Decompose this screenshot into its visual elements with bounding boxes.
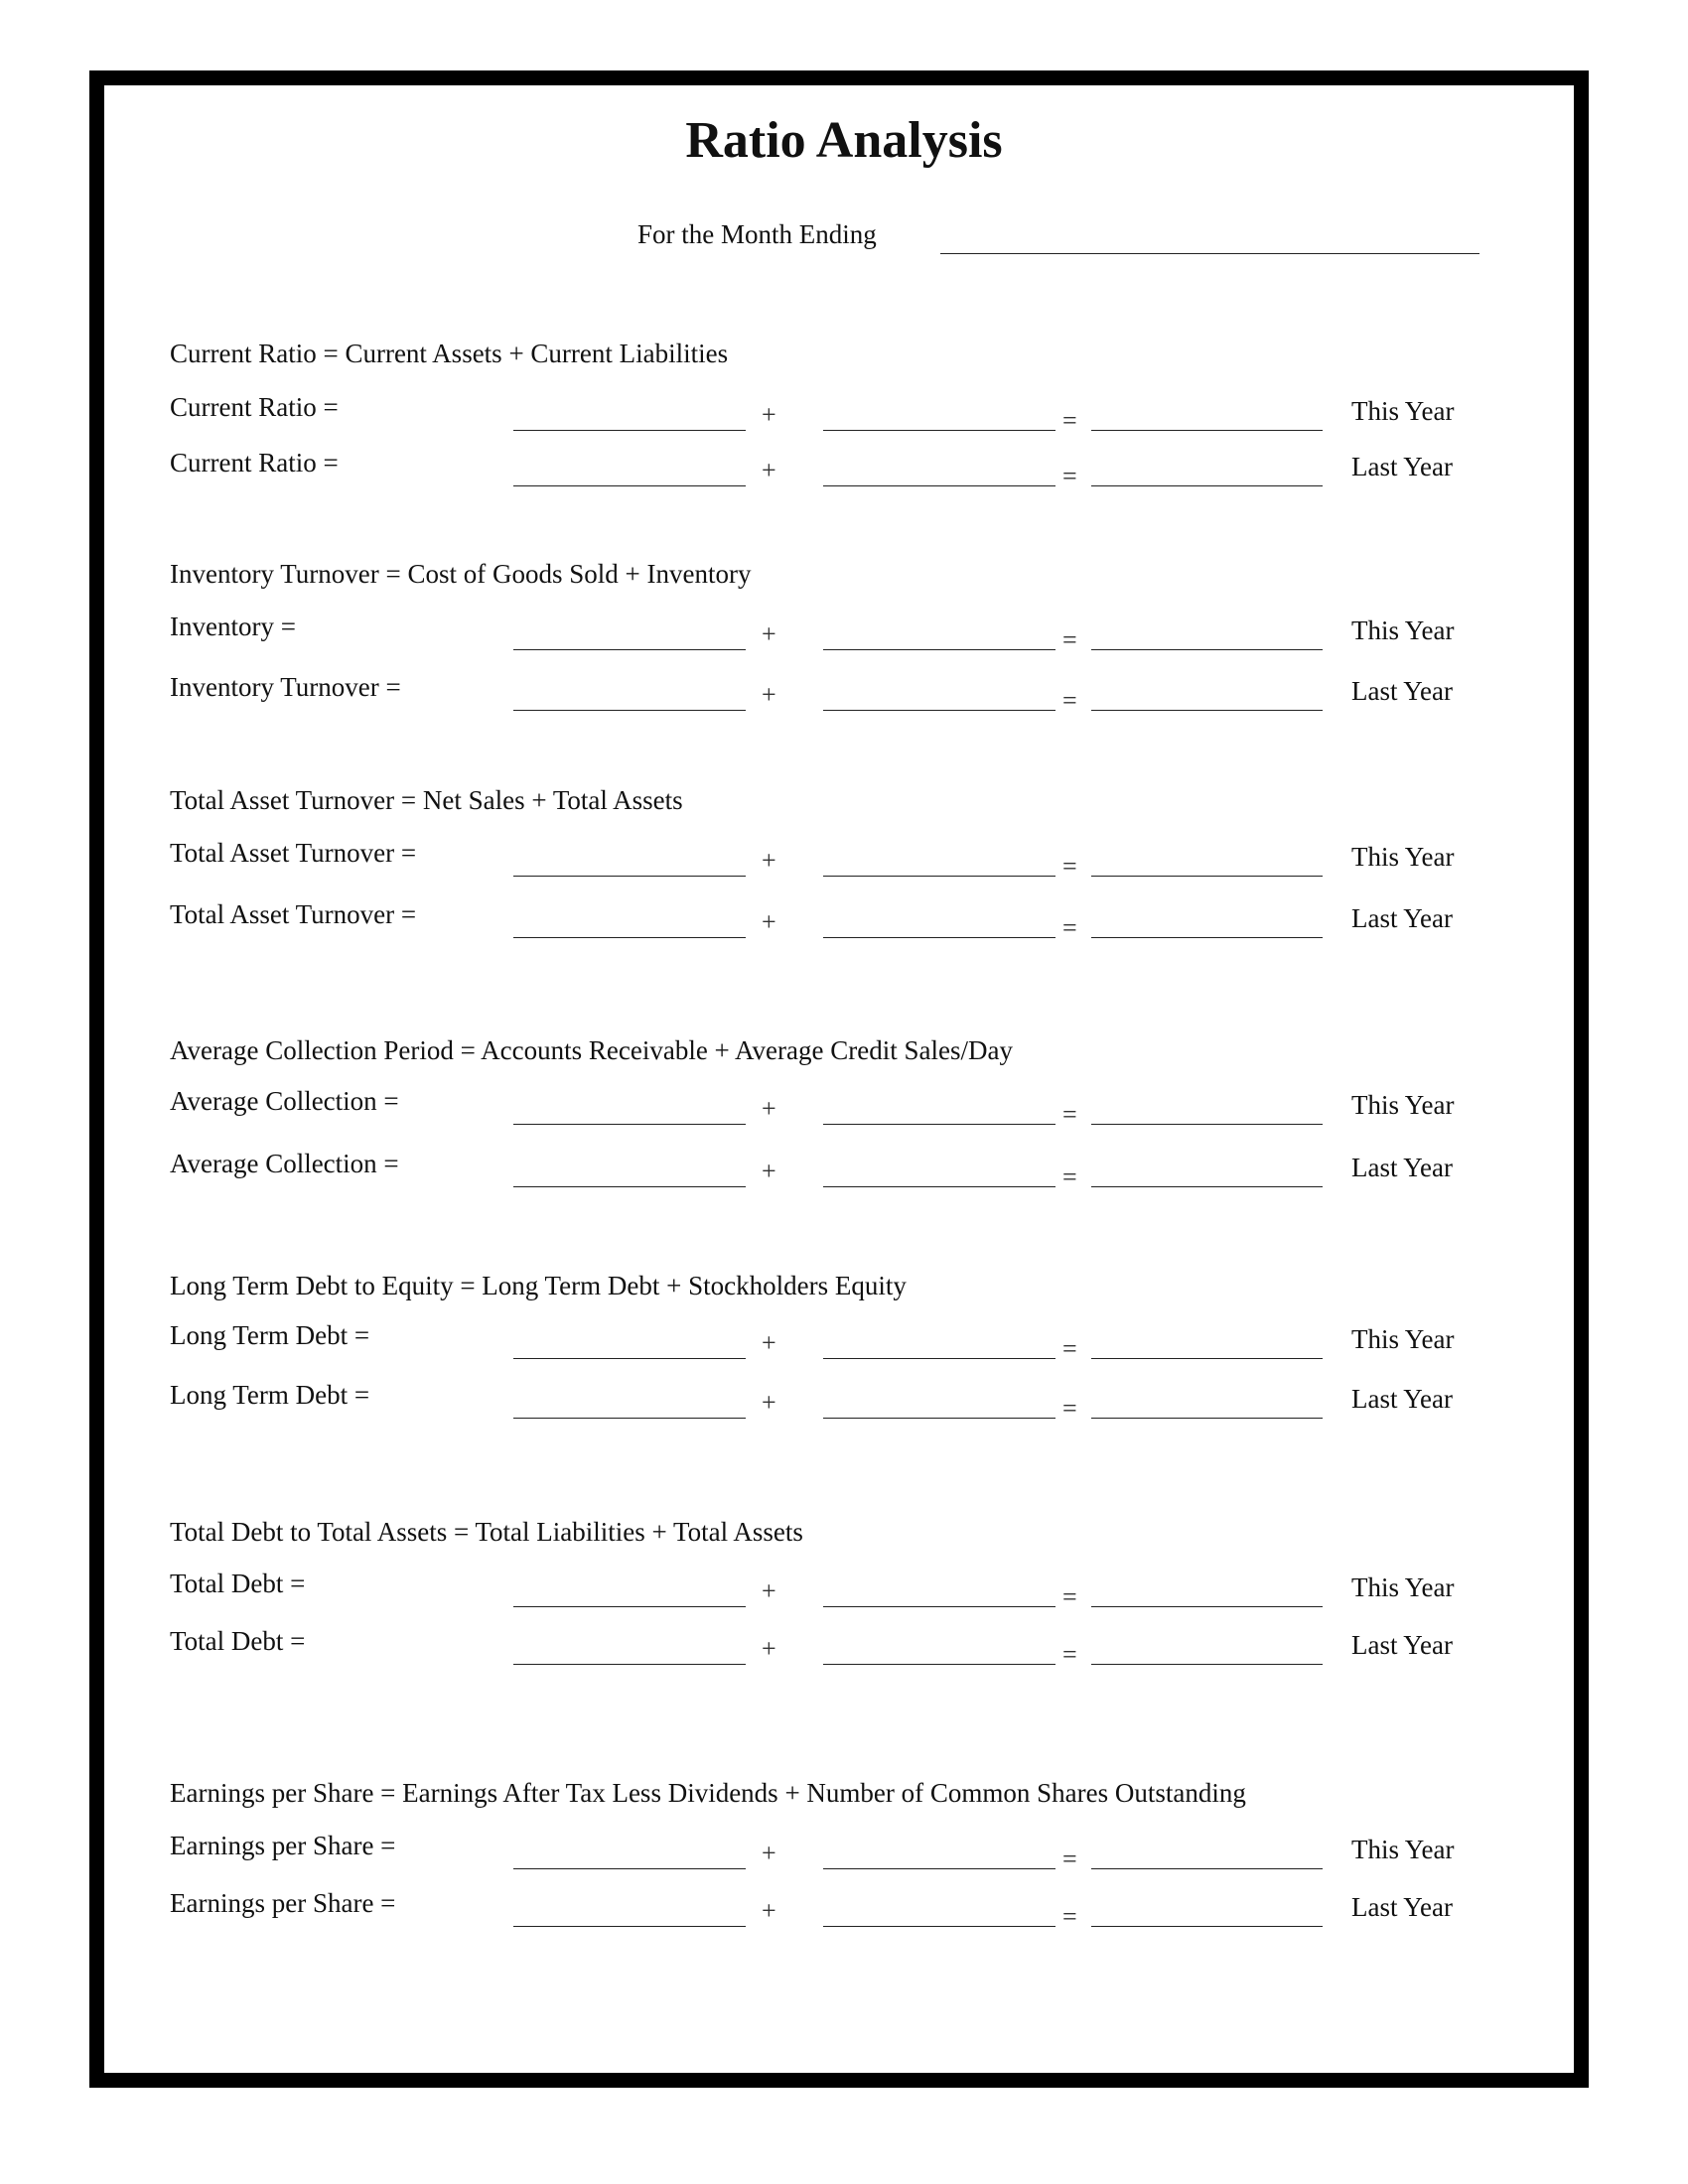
divide-sign: + [762, 1328, 776, 1357]
numerator-input[interactable] [513, 710, 746, 711]
divide-sign: + [762, 907, 776, 936]
section-formula: Total Debt to Total Assets = Total Liabilities + Total Assets [170, 1517, 803, 1547]
denominator-input[interactable] [823, 485, 1055, 486]
denominator-input[interactable] [823, 876, 1055, 877]
numerator-input[interactable] [513, 1926, 746, 1927]
result-input[interactable] [1091, 1124, 1323, 1125]
divide-sign: + [762, 680, 776, 709]
numerator-input[interactable] [513, 1606, 746, 1607]
year-label: This Year [1351, 1324, 1455, 1354]
divide-sign: + [762, 1634, 776, 1663]
period-label: For the Month Ending [637, 219, 877, 249]
year-label: This Year [1351, 1090, 1455, 1120]
divide-sign: + [762, 1896, 776, 1925]
row-label: Current Ratio = [170, 448, 339, 478]
equals-sign: = [1062, 1902, 1077, 1931]
numerator-input[interactable] [513, 485, 746, 486]
row-label: Long Term Debt = [170, 1320, 370, 1350]
year-label: This Year [1351, 615, 1455, 645]
row-label: Earnings per Share = [170, 1888, 396, 1918]
divide-sign: + [762, 619, 776, 648]
page-title: Ratio Analysis [685, 112, 1003, 169]
row-label: Total Asset Turnover = [170, 899, 417, 929]
section-formula: Average Collection Period = Accounts Receivable + Average Credit Sales/Day [170, 1035, 1013, 1065]
year-label: Last Year [1351, 1630, 1453, 1660]
numerator-input[interactable] [513, 430, 746, 431]
denominator-input[interactable] [823, 937, 1055, 938]
numerator-input[interactable] [513, 1358, 746, 1359]
result-input[interactable] [1091, 937, 1323, 938]
equals-sign: = [1062, 1582, 1077, 1611]
result-input[interactable] [1091, 485, 1323, 486]
equals-sign: = [1062, 1394, 1077, 1423]
denominator-input[interactable] [823, 1186, 1055, 1187]
row-label: Total Debt = [170, 1569, 306, 1598]
numerator-input[interactable] [513, 876, 746, 877]
denominator-input[interactable] [823, 710, 1055, 711]
year-label: Last Year [1351, 676, 1453, 706]
row-label: Earnings per Share = [170, 1831, 396, 1860]
denominator-input[interactable] [823, 1926, 1055, 1927]
result-input[interactable] [1091, 1418, 1323, 1419]
equals-sign: = [1062, 1844, 1077, 1873]
numerator-input[interactable] [513, 1664, 746, 1665]
result-input[interactable] [1091, 649, 1323, 650]
result-input[interactable] [1091, 1664, 1323, 1665]
result-input[interactable] [1091, 430, 1323, 431]
numerator-input[interactable] [513, 1186, 746, 1187]
denominator-input[interactable] [823, 1606, 1055, 1607]
divide-sign: + [762, 1576, 776, 1605]
section-formula: Earnings per Share = Earnings After Tax Less Dividends + Number of Common Shares Outstanding [170, 1778, 1246, 1808]
denominator-input[interactable] [823, 1868, 1055, 1869]
year-label: Last Year [1351, 452, 1453, 481]
row-label: Total Debt = [170, 1626, 306, 1656]
row-label: Inventory Turnover = [170, 672, 401, 702]
divide-sign: + [762, 846, 776, 875]
result-input[interactable] [1091, 1868, 1323, 1869]
section-formula: Total Asset Turnover = Net Sales + Total Assets [170, 785, 683, 815]
equals-sign: = [1062, 625, 1077, 654]
numerator-input[interactable] [513, 1868, 746, 1869]
row-label: Average Collection = [170, 1149, 399, 1178]
result-input[interactable] [1091, 876, 1323, 877]
equals-sign: = [1062, 1334, 1077, 1363]
result-input[interactable] [1091, 710, 1323, 711]
equals-sign: = [1062, 406, 1077, 435]
row-label: Long Term Debt = [170, 1380, 370, 1410]
equals-sign: = [1062, 462, 1077, 490]
year-label: Last Year [1351, 1153, 1453, 1182]
divide-sign: + [762, 1388, 776, 1417]
row-label: Inventory = [170, 612, 296, 641]
year-label: This Year [1351, 1572, 1455, 1602]
section-formula: Inventory Turnover = Cost of Goods Sold + Inventory [170, 559, 752, 589]
section-formula: Long Term Debt to Equity = Long Term Debt + Stockholders Equity [170, 1271, 907, 1300]
period-input[interactable] [940, 253, 1479, 254]
denominator-input[interactable] [823, 1124, 1055, 1125]
numerator-input[interactable] [513, 649, 746, 650]
divide-sign: + [762, 456, 776, 484]
divide-sign: + [762, 400, 776, 429]
result-input[interactable] [1091, 1186, 1323, 1187]
equals-sign: = [1062, 913, 1077, 942]
year-label: This Year [1351, 396, 1455, 426]
denominator-input[interactable] [823, 430, 1055, 431]
equals-sign: = [1062, 1640, 1077, 1669]
denominator-input[interactable] [823, 1358, 1055, 1359]
year-label: Last Year [1351, 1384, 1453, 1414]
numerator-input[interactable] [513, 1124, 746, 1125]
row-label: Total Asset Turnover = [170, 838, 417, 868]
equals-sign: = [1062, 686, 1077, 715]
divide-sign: + [762, 1157, 776, 1185]
year-label: Last Year [1351, 1892, 1453, 1922]
section-formula: Current Ratio = Current Assets + Current Liabilities [170, 339, 729, 368]
year-label: Last Year [1351, 903, 1453, 933]
numerator-input[interactable] [513, 937, 746, 938]
denominator-input[interactable] [823, 649, 1055, 650]
year-label: This Year [1351, 842, 1455, 872]
result-input[interactable] [1091, 1606, 1323, 1607]
equals-sign: = [1062, 852, 1077, 881]
result-input[interactable] [1091, 1358, 1323, 1359]
equals-sign: = [1062, 1100, 1077, 1129]
denominator-input[interactable] [823, 1418, 1055, 1419]
numerator-input[interactable] [513, 1418, 746, 1419]
row-label: Average Collection = [170, 1086, 399, 1116]
result-input[interactable] [1091, 1926, 1323, 1927]
year-label: This Year [1351, 1835, 1455, 1864]
denominator-input[interactable] [823, 1664, 1055, 1665]
divide-sign: + [762, 1094, 776, 1123]
row-label: Current Ratio = [170, 392, 339, 422]
equals-sign: = [1062, 1162, 1077, 1191]
divide-sign: + [762, 1839, 776, 1867]
